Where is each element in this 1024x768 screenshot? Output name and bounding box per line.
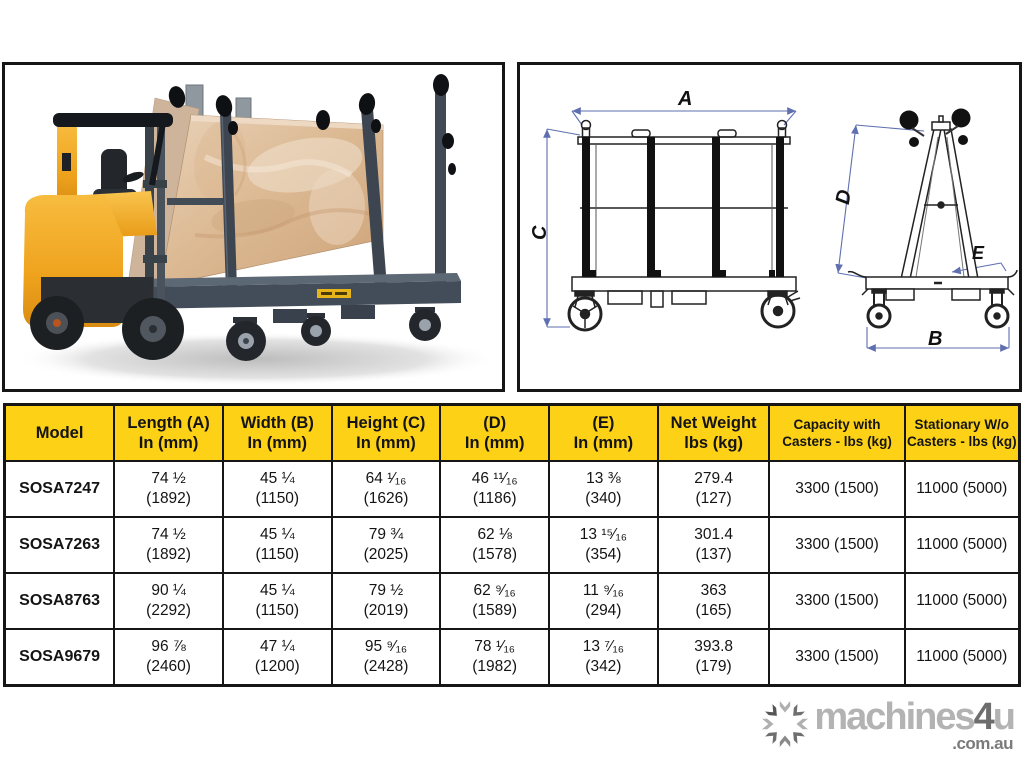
- net-weight-cell: 279.4 (127): [658, 461, 770, 517]
- height-cell: 95 ⁹⁄₁₆ (2428): [332, 629, 441, 686]
- e-cell: 13 ⅜ (340): [549, 461, 658, 517]
- net-weight-cell: 393.8 (179): [658, 629, 770, 686]
- capacity-cell: 3300 (1500): [769, 461, 904, 517]
- table-row: [5, 573, 1020, 629]
- e-cell: 13 ¹⁵⁄₁₆ (354): [549, 517, 658, 573]
- spec-table: [3, 403, 1021, 687]
- col-header-e: (E) In (mm): [549, 405, 658, 462]
- stationary-cell: 11000 (5000): [905, 517, 1020, 573]
- col-header-stationary: Stationary W/o Casters - lbs (kg): [905, 405, 1020, 462]
- width-cell: 45 ¼ (1150): [223, 517, 332, 573]
- col-header-length: Length (A) In (mm): [114, 405, 223, 462]
- height-cell: 64 ¹⁄₁₆ (1626): [332, 461, 441, 517]
- dim-label-e: E: [972, 243, 985, 263]
- forklift-photo-illustration: [5, 65, 502, 389]
- table-row: [5, 517, 1020, 573]
- stationary-cell: 11000 (5000): [905, 629, 1020, 686]
- d-cell: 78 ¹⁄₁₆ (1982): [440, 629, 549, 686]
- col-header-d: (D) In (mm): [440, 405, 549, 462]
- width-cell: 45 ¼ (1150): [223, 573, 332, 629]
- capacity-cell: 3300 (1500): [769, 629, 904, 686]
- logo-domain-suffix: .com.au: [952, 734, 1013, 753]
- length-cell: 90 ¼ (2292): [114, 573, 223, 629]
- dim-label-a: A: [678, 88, 693, 110]
- rear-wheel-center: [53, 319, 61, 327]
- dimension-diagram: [520, 65, 1019, 389]
- clamp-knob-icon: [448, 163, 456, 175]
- caster-wheel: [409, 307, 441, 341]
- dim-label-c: C: [529, 225, 551, 240]
- length-cell: 74 ½ (1892): [114, 461, 223, 517]
- model-cell: SOSA9679: [5, 629, 115, 686]
- plate-text-mark: [321, 292, 332, 295]
- e-cell: 13 ⁷⁄₁₆ (342): [549, 629, 658, 686]
- dimension-diagram-panel: [517, 62, 1022, 392]
- caster-wheel: [226, 317, 266, 361]
- forklift-photo-panel: [2, 62, 505, 392]
- model-cell: SOSA8763: [5, 573, 115, 629]
- col-header-net-weight: Net Weight lbs (kg): [658, 405, 770, 462]
- plate-text-mark: [335, 292, 347, 295]
- length-cell: 96 ⅞ (2460): [114, 629, 223, 686]
- front-view-posts: [582, 137, 784, 277]
- table-row: [5, 629, 1020, 686]
- clamp-knob-icon: [442, 133, 454, 149]
- machines4u-star-icon: [761, 700, 809, 748]
- d-cell: 46 ¹¹⁄₁₆ (1186): [440, 461, 549, 517]
- side-view-drawing: [848, 116, 1017, 327]
- header-row: [5, 405, 1020, 462]
- net-weight-cell: 363 (165): [658, 573, 770, 629]
- cart-tie-bar: [167, 198, 223, 205]
- col-header-model: Model: [5, 405, 115, 462]
- d-cell: 62 ⁹⁄₁₆ (1589): [440, 573, 549, 629]
- front-wheel-center: [149, 325, 157, 333]
- clamp-knob-icon: [433, 74, 449, 96]
- cart-post: [435, 89, 446, 287]
- capacity-cell: 3300 (1500): [769, 517, 904, 573]
- dim-label-d: D: [831, 188, 857, 207]
- capacity-cell: 3300 (1500): [769, 573, 904, 629]
- logo-wordmark: machines4u: [814, 696, 1014, 738]
- stationary-cell: 11000 (5000): [905, 461, 1020, 517]
- machines4u-logo: [761, 698, 1014, 752]
- front-view-drawing: [569, 121, 800, 331]
- col-header-width: Width (B) In (mm): [223, 405, 332, 462]
- dim-label-b: B: [928, 328, 943, 350]
- e-cell: 11 ⁹⁄₁₆ (294): [549, 573, 658, 629]
- height-cell: 79 ½ (2019): [332, 573, 441, 629]
- d-cell: 62 ⅛ (1578): [440, 517, 549, 573]
- fork-pocket: [273, 309, 307, 323]
- net-weight-cell: 301.4 (137): [658, 517, 770, 573]
- model-cell: SOSA7247: [5, 461, 115, 517]
- mast-crossbar: [143, 255, 167, 263]
- height-cell: 79 ¾ (2025): [332, 517, 441, 573]
- spec-table-section: [3, 403, 1021, 687]
- width-cell: 45 ¼ (1150): [223, 461, 332, 517]
- col-header-capacity: Capacity with Casters - lbs (kg): [769, 405, 904, 462]
- fork-pocket: [341, 305, 375, 319]
- model-cell: SOSA7263: [5, 517, 115, 573]
- overhead-guard: [53, 113, 173, 127]
- table-row: [5, 461, 1020, 517]
- forklift: [23, 113, 184, 360]
- width-cell: 47 ¼ (1200): [223, 629, 332, 686]
- stationary-cell: 11000 (5000): [905, 573, 1020, 629]
- pillar-panel: [62, 153, 71, 171]
- length-cell: 74 ½ (1892): [114, 517, 223, 573]
- col-header-height: Height (C) In (mm): [332, 405, 441, 462]
